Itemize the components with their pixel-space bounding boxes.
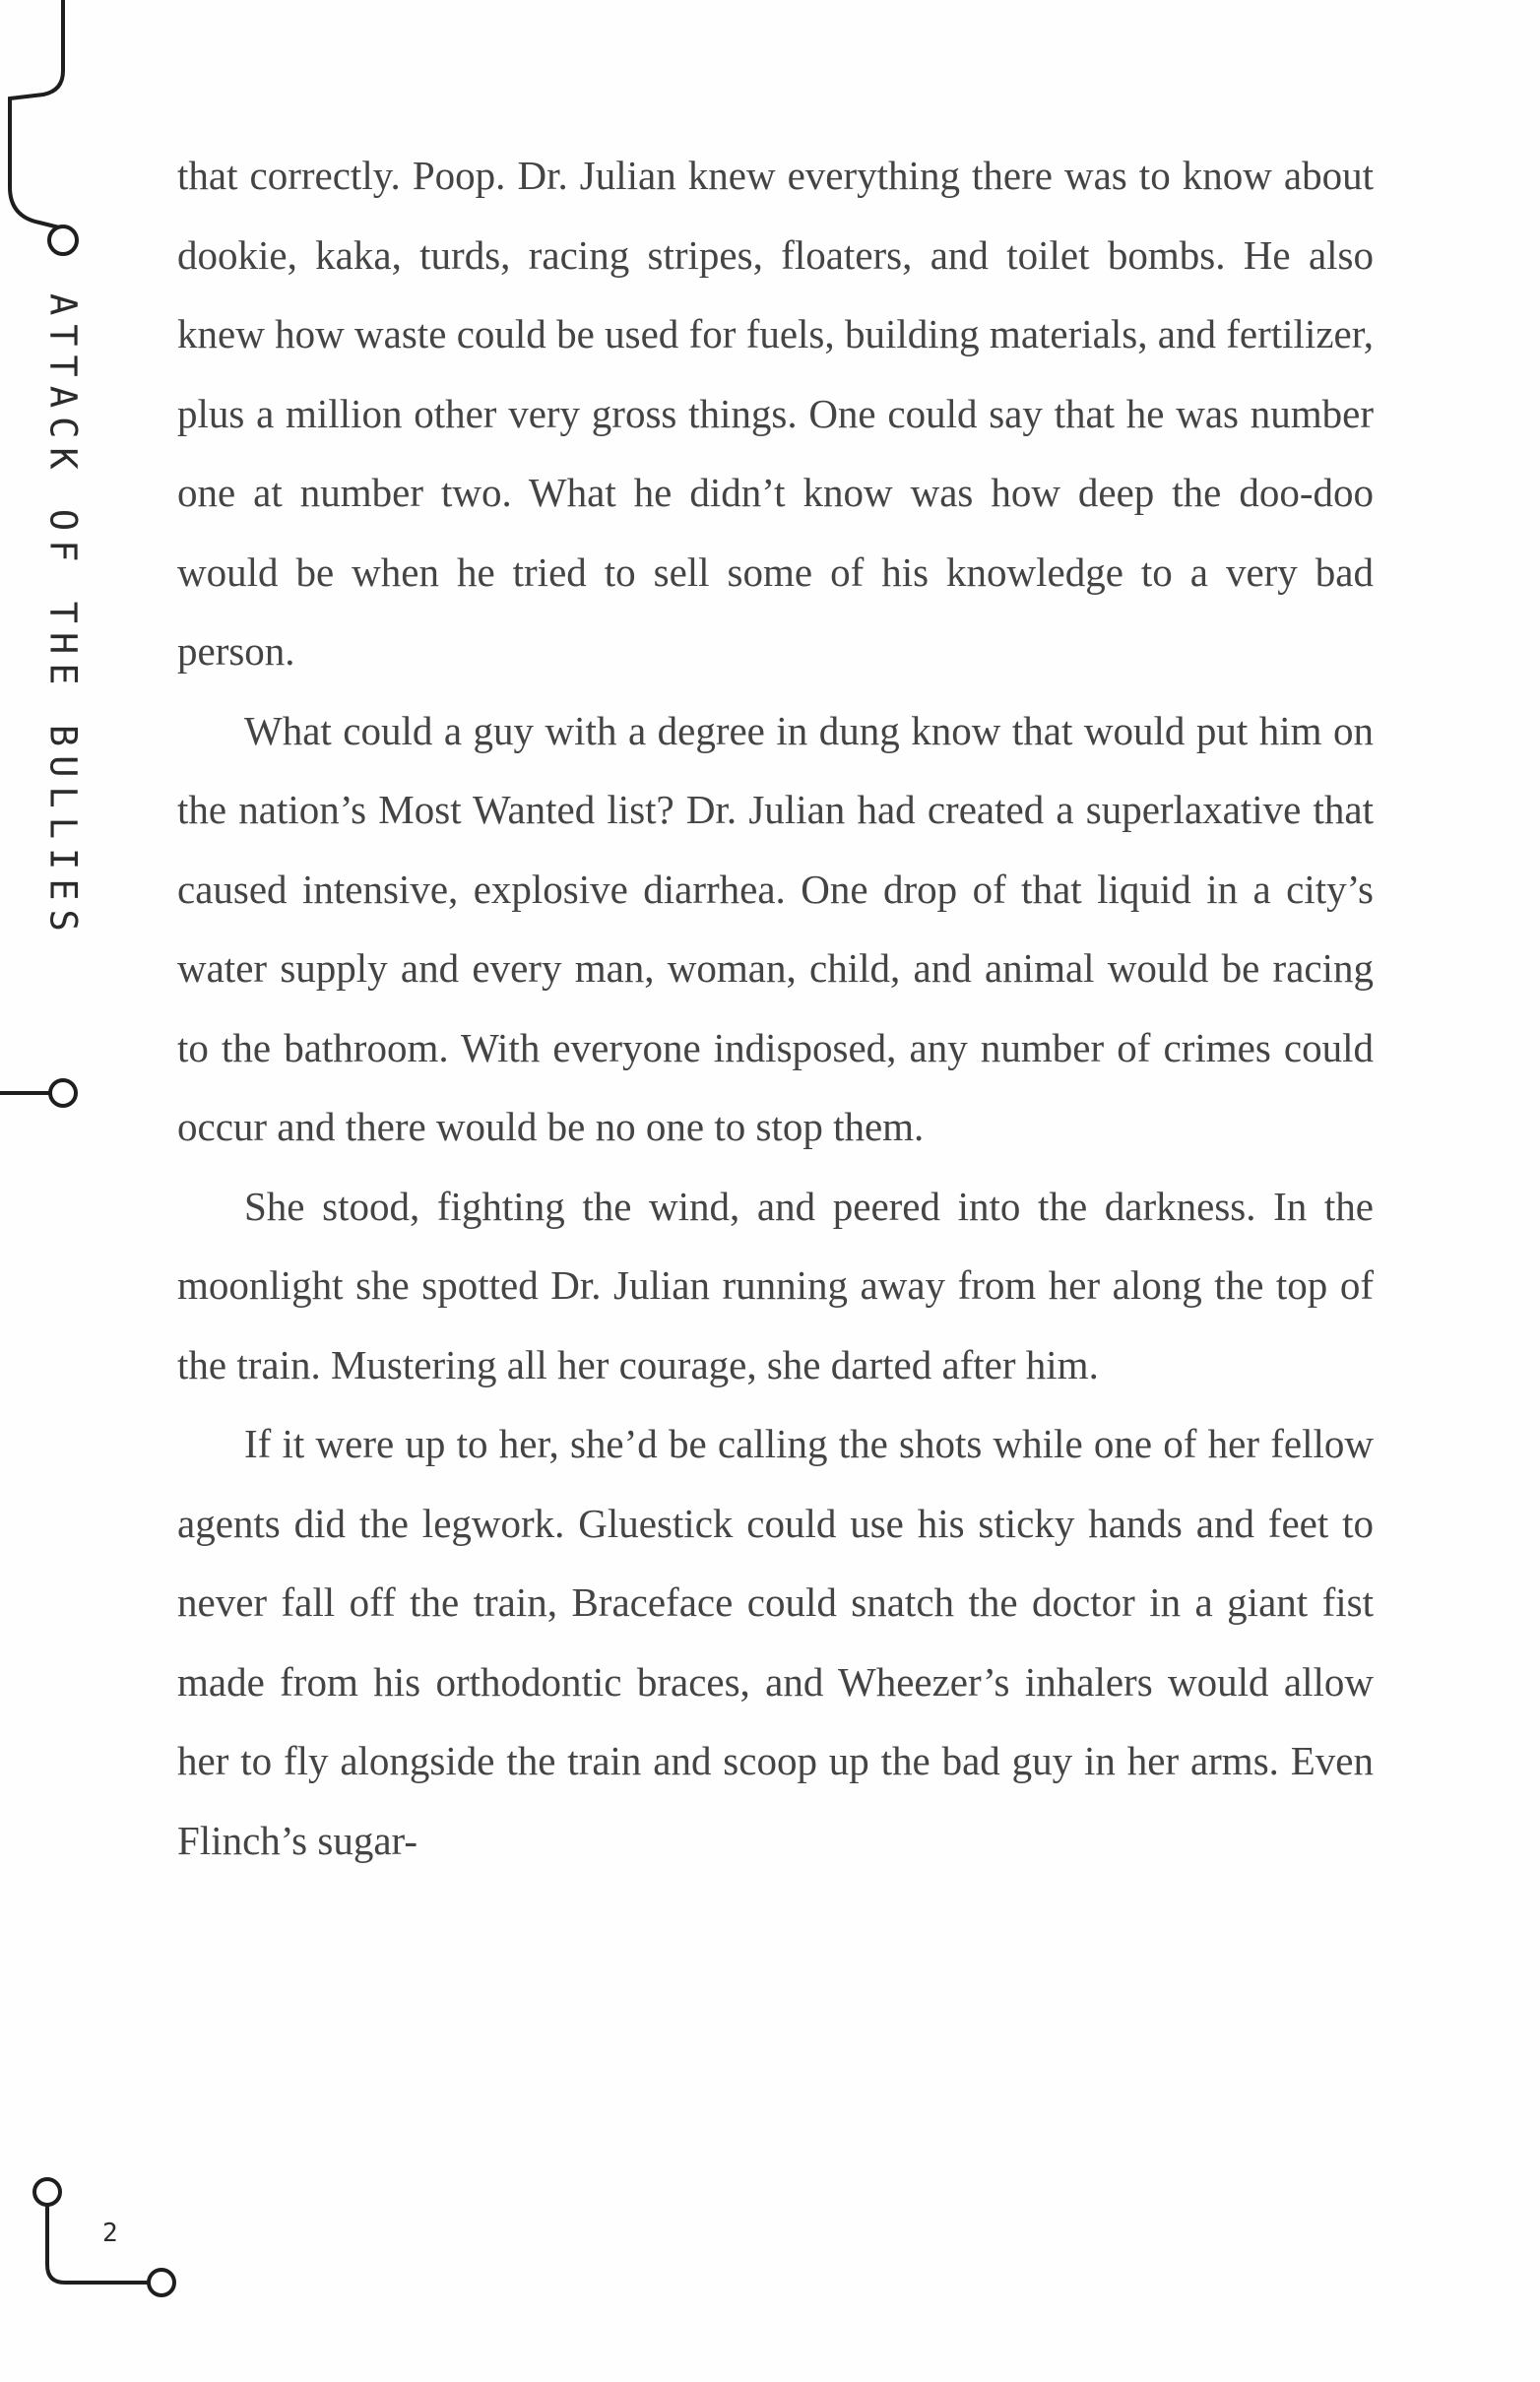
paragraph-2: What could a guy with a degree in dung know that would put him on the nation’s Most Wanted list? Dr. Julian had created a superlaxative that caused intensive, explosive diarrhea. One drop of that liquid in a city’s water supply and every man, woman, child, and animal would be racing to the bathroom. With everyone indisposed, any number of crimes could occur and there would be no one to stop them. (177, 707, 1374, 1149)
paragraph-4: If it were up to her, she’d be calling the shots while one of her fellow agents did the legwork. Gluestick could use his sticky hands and feet to never fall off the train, Braceface could snatch the doctor in a giant fist made from his orthodontic braces, and Wheezer’s inhalers would allow her to fly alongside the train and scoop up the bad guy in her arms. Even Flinch’s sugar- (177, 1421, 1374, 1863)
paragraph-3: She stood, fighting the wind, and peered into the darkness. In the moonlight she spotted Dr. Julian running away from her along the top of the train. Mustering all her courage, she darted after him. (177, 1183, 1374, 1387)
body-text (177, 136, 1374, 1880)
paragraph-1: that correctly. Poop. Dr. Julian knew everything there was to know about dookie, kaka, turds, racing stripes, floaters, and toilet bombs. He also knew how waste could be used for fuels, building materials, and fertilizer, plus a million other very gross things. One could say that he was number one at number two. What he didn’t know was how deep the doo-doo would be when he tried to sell some of his knowledge to a very bad person. (177, 153, 1374, 674)
running-head-text: ATTACK OF THE BULLIES (41, 293, 85, 940)
running-head (43, 293, 83, 1042)
page-number: 2 (102, 2219, 118, 2248)
